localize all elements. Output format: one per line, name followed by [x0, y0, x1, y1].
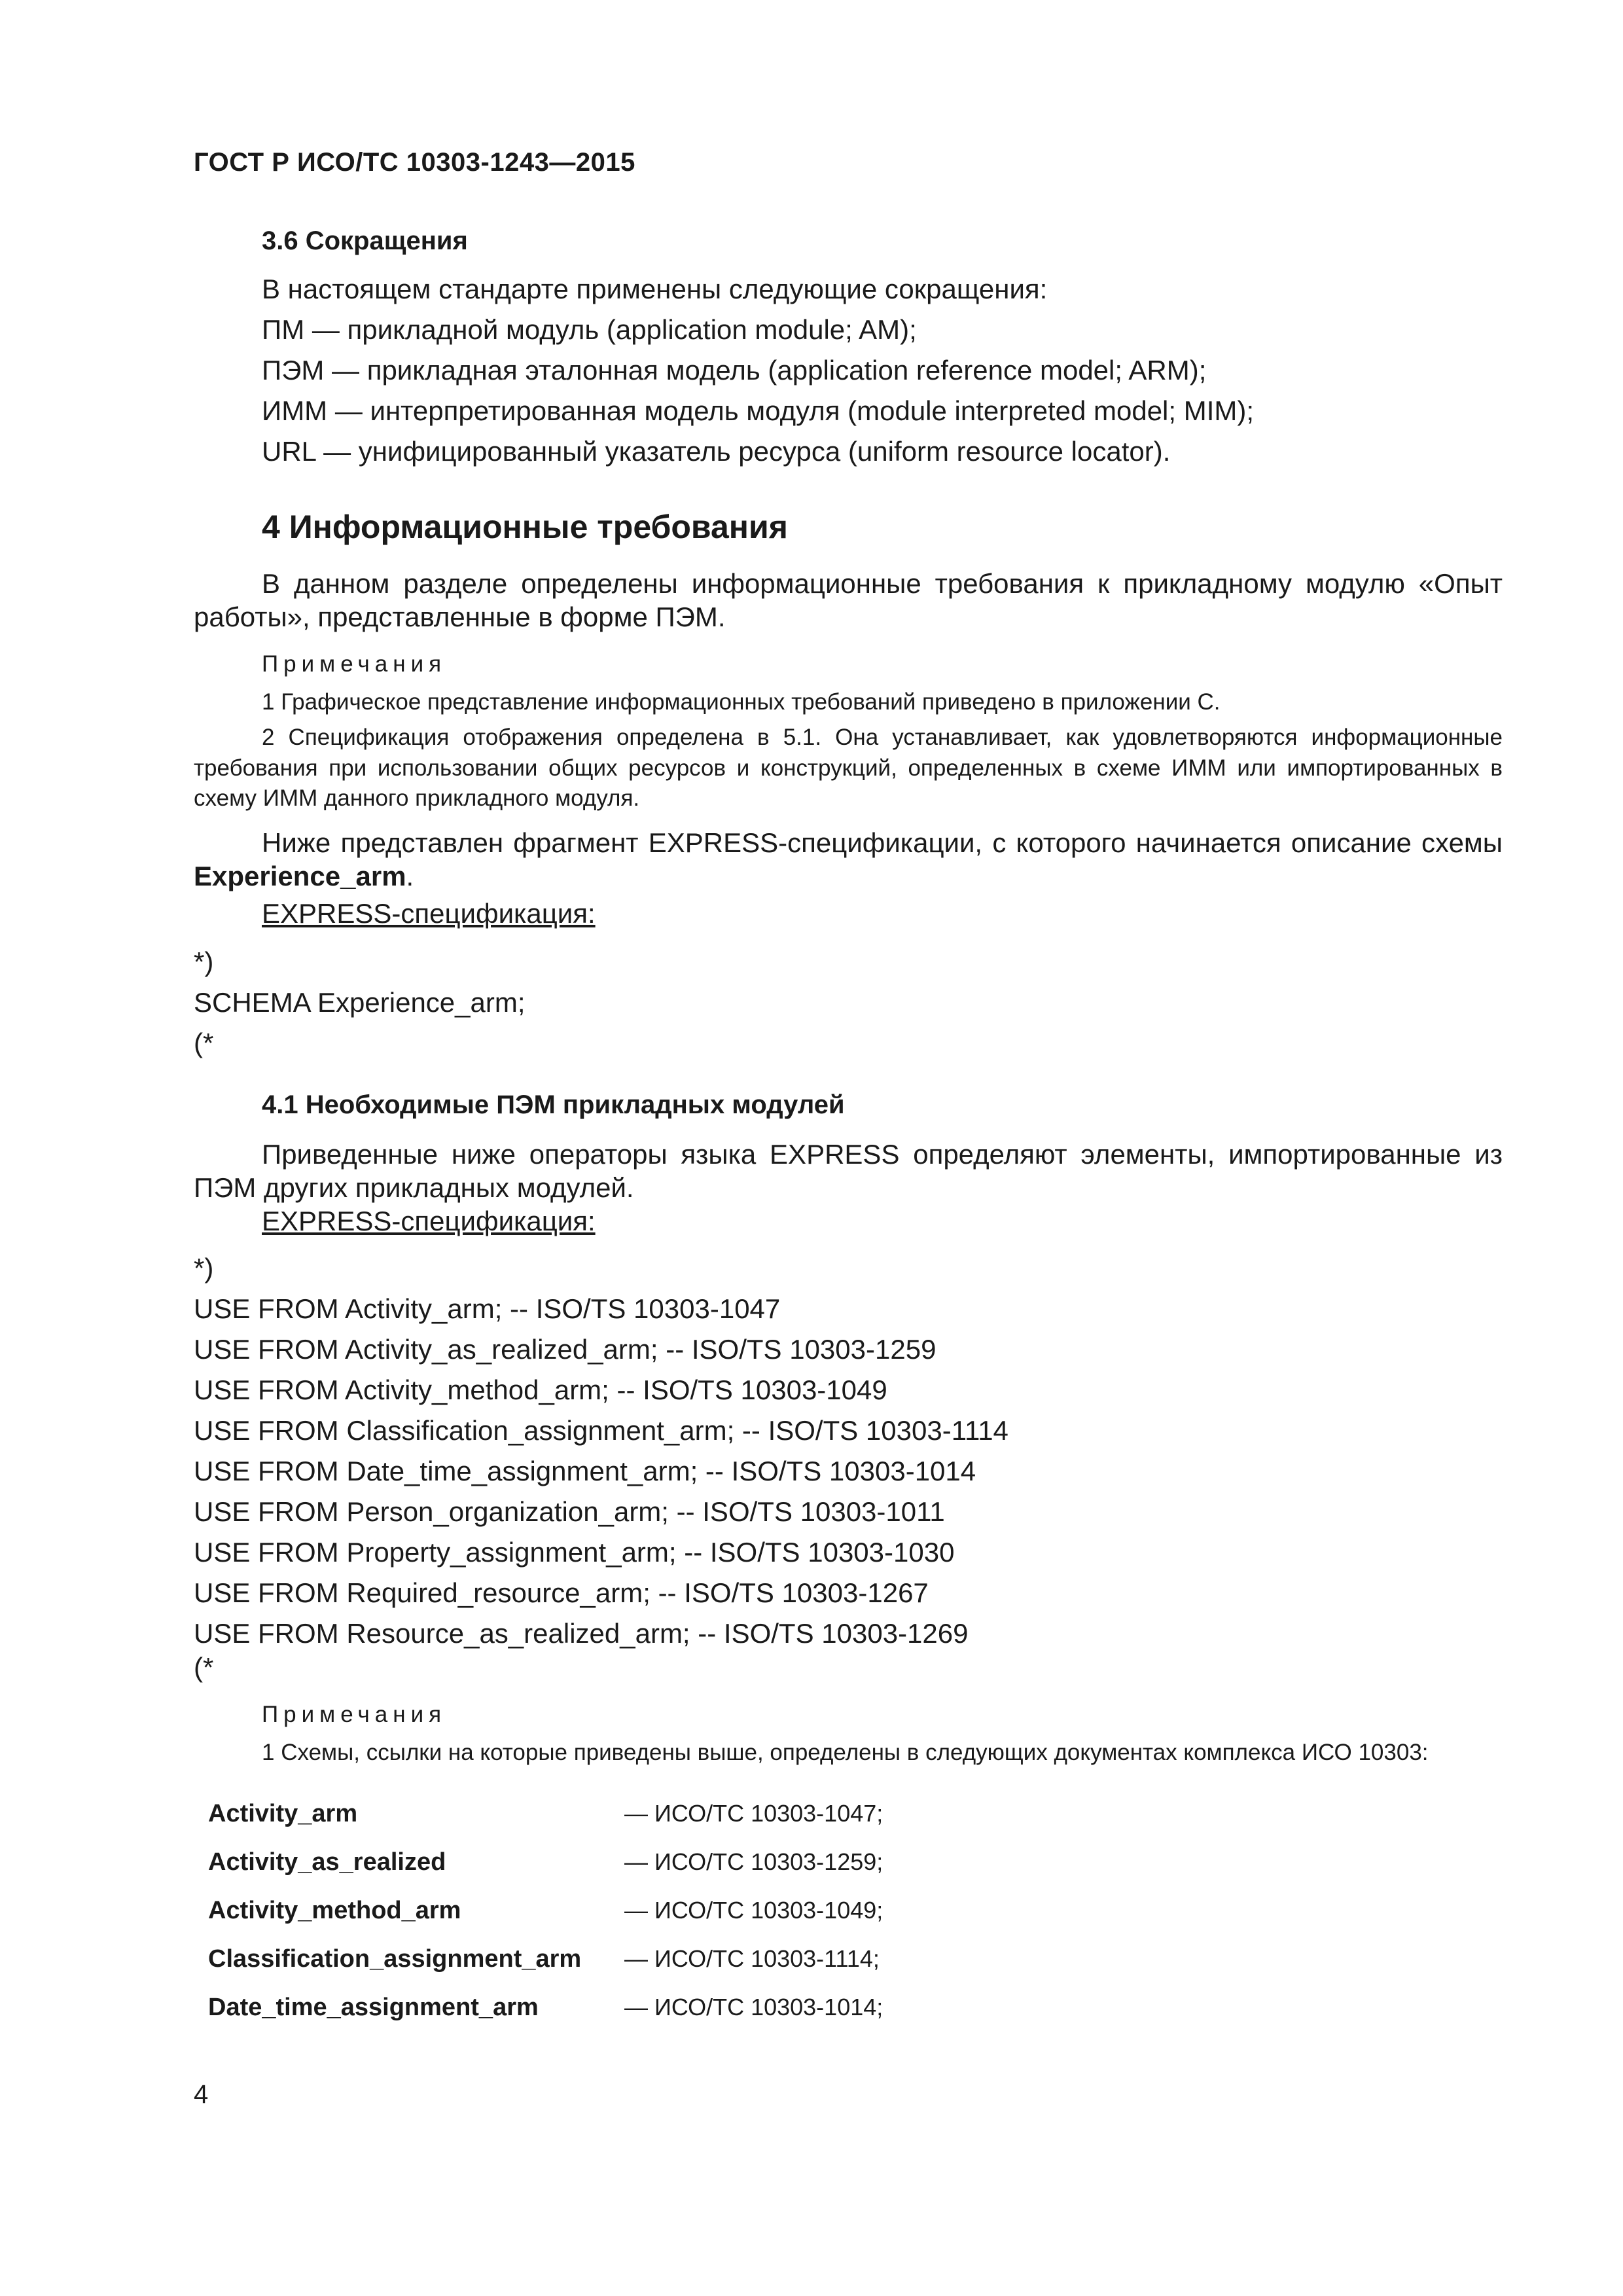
use-from-line: USE FROM Classification_assignment_arm; -- ISO/TS 10303-1114 — [194, 1415, 1008, 1446]
use-from-line: USE FROM Activity_arm; -- ISO/TS 10303-1047 — [194, 1293, 781, 1324]
section-4-1-paragraph: Приведенные ниже операторы языка EXPRESS определяют элементы, импортированные из ПЭМ других прикладных модулей. — [194, 1139, 1503, 1204]
use-from-line: USE FROM Required_resource_arm; -- ISO/TS 10303-1267 — [194, 1577, 929, 1608]
code-line: *) — [194, 946, 214, 977]
schema-table-name: Date_time_assignment_arm — [208, 1994, 539, 2021]
document-header: ГОСТ Р ИСО/ТС 10303-1243—2015 — [194, 148, 635, 177]
abbreviation-item: URL — унифицированный указатель ресурса (uniform resource locator). — [262, 436, 1171, 467]
express-intro-text: Ниже представлен фрагмент EXPRESS-спецификации, с которого начинается описание схемы — [262, 827, 1503, 858]
schema-table-name: Activity_method_arm — [208, 1897, 461, 1924]
code-line: *) — [194, 1253, 214, 1283]
notes-title: Примечания — [262, 1702, 447, 1727]
schema-table-ref: — ИСО/ТС 10303-1047; — [624, 1800, 883, 1827]
express-spec-label: EXPRESS-спецификация: — [262, 1206, 596, 1236]
use-from-line: USE FROM Resource_as_realized_arm; -- ISO/TS 10303-1269 — [194, 1618, 969, 1649]
note-1: 1 Графическое представление информационных требований приведено в приложении С. — [262, 689, 1221, 715]
use-from-line: USE FROM Person_organization_arm; -- ISO/TS 10303-1011 — [194, 1496, 945, 1527]
use-from-line: USE FROM Date_time_assignment_arm; -- ISO/TS 10303-1014 — [194, 1456, 976, 1486]
schema-table-ref: — ИСО/ТС 10303-1114; — [624, 1945, 880, 1972]
schema-name: Experience_arm — [194, 861, 406, 892]
abbreviations-intro: В настоящем стандарте применены следующие сокращения: — [262, 274, 1048, 304]
use-from-line: USE FROM Property_assignment_arm; -- ISO/TS 10303-1030 — [194, 1537, 955, 1568]
note-1: 1 Схемы, ссылки на которые приведены выше, определены в следующих документах комплекса ИСО 10303: — [262, 1740, 1429, 1765]
express-intro-end: . — [406, 861, 414, 892]
note-2: 2 Спецификация отображения определена в 5.1. Она устанавливает, как удовлетворяются информационные требования при использовании общих ресурсов и конструкций, определенных в схеме ИММ или импортированных в схему ИММ данного прикладного модуля. — [194, 725, 1503, 812]
schema-table-ref: — ИСО/ТС 10303-1049; — [624, 1897, 883, 1924]
abbreviation-item: ИММ — интерпретированная модель модуля (module interpreted model; MIM); — [262, 395, 1255, 426]
page-number: 4 — [194, 2080, 209, 2109]
schema-table-ref: — ИСО/ТС 10303-1259; — [624, 1848, 883, 1875]
section-4-1-heading: 4.1 Необходимые ПЭМ прикладных модулей — [262, 1090, 845, 1119]
schema-table-name: Classification_assignment_arm — [208, 1945, 582, 1973]
schema-table-ref: — ИСО/ТС 10303-1014; — [624, 1994, 883, 2020]
express-spec-label: EXPRESS-спецификация: — [262, 898, 596, 929]
schema-table-name: Activity_as_realized — [208, 1848, 446, 1876]
schema-table-name: Activity_arm — [208, 1800, 358, 1827]
express-intro-paragraph — [194, 826, 1503, 893]
section-4-paragraph: В данном разделе определены информационные требования к прикладному модулю «Опыт работы», представленные в форме ПЭМ. — [194, 568, 1503, 633]
use-from-line: USE FROM Activity_method_arm; -- ISO/TS 10303-1049 — [194, 1374, 887, 1405]
abbreviation-item: ПЭМ — прикладная эталонная модель (application reference model; ARM); — [262, 355, 1207, 386]
abbreviation-item: ПМ — прикладной модуль (application module; AM); — [262, 314, 917, 345]
code-line: SCHEMA Experience_arm; — [194, 987, 526, 1018]
section-4-heading: 4 Информационные требования — [262, 509, 788, 545]
use-from-line: USE FROM Activity_as_realized_arm; -- ISO/TS 10303-1259 — [194, 1334, 936, 1365]
code-line: (* — [194, 1028, 214, 1058]
notes-title: Примечания — [262, 651, 447, 677]
section-3-6-heading: 3.6 Сокращения — [262, 226, 468, 255]
code-line: (* — [194, 1652, 214, 1683]
